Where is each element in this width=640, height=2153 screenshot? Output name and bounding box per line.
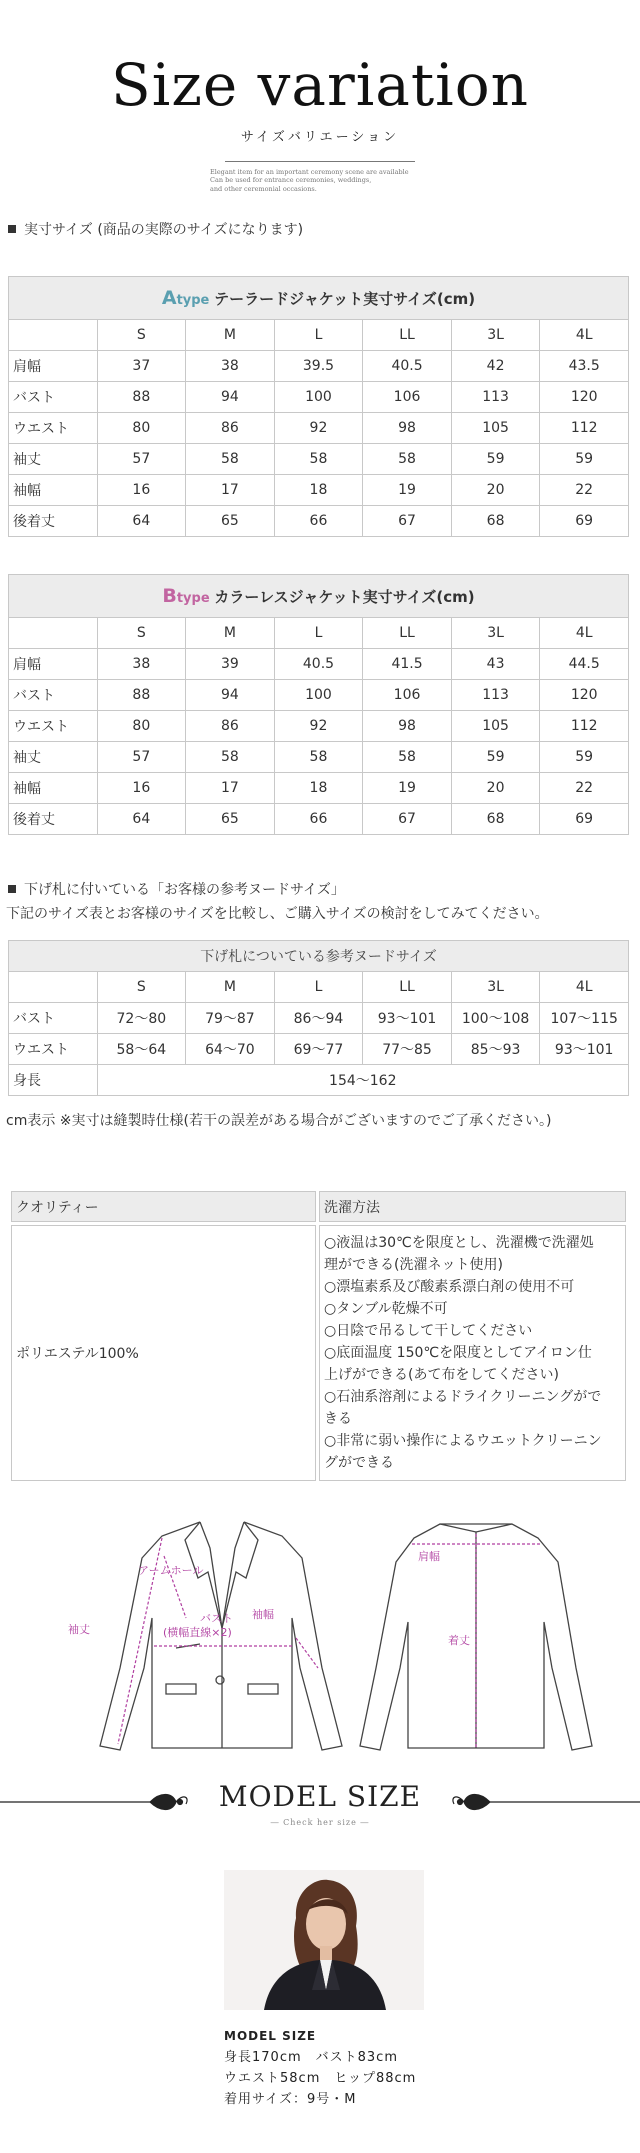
table-a-title-text: テーラードジャケット実寸サイズ(cm) [214, 290, 476, 308]
hero-note [210, 168, 430, 193]
size-header-cell: M [186, 320, 275, 351]
model-info [224, 2026, 416, 2110]
quality-care-table [8, 1188, 629, 1484]
sleeve-length-label: 袖丈 [68, 1623, 90, 1636]
table-cell: 59 [540, 742, 629, 773]
size-header-row [9, 618, 629, 649]
actual-size-heading [8, 220, 303, 241]
row-label: 袖幅 [9, 475, 98, 506]
shoulder-width-label: 肩幅 [418, 1550, 440, 1563]
table-cell: 92 [274, 711, 363, 742]
table-cell: 64〜70 [186, 1034, 275, 1065]
size-header-cell: L [274, 320, 363, 351]
table-cell: 22 [540, 773, 629, 804]
size-header-cell: S [97, 618, 186, 649]
size-footnote: cm表示 ※実寸は縫製時仕様(若干の誤差がある場合がございますのでご了承ください。) [6, 1113, 552, 1129]
table-cell: 67 [363, 804, 452, 835]
size-header-blank [9, 320, 98, 351]
table-row [9, 649, 629, 680]
table-cell: 98 [363, 711, 452, 742]
table-cell: 80 [97, 413, 186, 444]
table-cell: 64 [97, 506, 186, 537]
nude-size-heading-text: 下げ札に付いている「お客様の参考ヌードサイズ」 [24, 882, 345, 898]
table-cell: 38 [97, 649, 186, 680]
care-line: ○漂塩素系及び酸素系漂白剤の使用不可 [324, 1279, 575, 1295]
table-cell: 64 [97, 804, 186, 835]
table-cell: 120 [540, 680, 629, 711]
size-header-cell: 4L [540, 320, 629, 351]
size-header-cell: 3L [451, 972, 540, 1003]
table-row [9, 804, 629, 835]
hero-note-line: Can be used for entrance ceremonies, weddings, [210, 176, 372, 185]
row-label: バスト [9, 680, 98, 711]
table-row [9, 1034, 629, 1065]
table-cell: 120 [540, 382, 629, 413]
table-row [9, 711, 629, 742]
table-cell: 58 [186, 444, 275, 475]
row-label: 袖丈 [9, 742, 98, 773]
table-cell: 68 [451, 506, 540, 537]
type-letter-b: B [162, 585, 177, 607]
table-row [9, 382, 629, 413]
actual-size-heading-text: 実寸サイズ (商品の実際のサイズになります) [24, 222, 304, 238]
table-cell: 66 [274, 804, 363, 835]
size-header-cell: LL [363, 618, 452, 649]
nude-size-table [8, 940, 629, 1096]
size-header-cell: S [97, 320, 186, 351]
size-header-cell: S [97, 972, 186, 1003]
model-size-subtitle: ― Check her size ― [270, 1818, 370, 1827]
table-cell: 80 [97, 711, 186, 742]
care-line: 上げができる(あて布をしてください) [324, 1367, 559, 1383]
table-cell: 88 [97, 680, 186, 711]
table-cell: 16 [97, 773, 186, 804]
table-cell: 93〜101 [363, 1003, 452, 1034]
hero-note-line: and other ceremonial occasions. [210, 184, 317, 193]
table-cell: 65 [186, 804, 275, 835]
size-header-cell: LL [363, 972, 452, 1003]
hero [0, 51, 640, 193]
table-cell: 67 [363, 506, 452, 537]
table-cell: 16 [97, 475, 186, 506]
table-cell: 107〜115 [540, 1003, 629, 1034]
type-word: type [176, 591, 210, 606]
table-cell: 86 [186, 711, 275, 742]
row-label: ウエスト [9, 1034, 98, 1065]
table-cell: 113 [451, 382, 540, 413]
measurement-diagram [60, 1518, 620, 1758]
nude-size-description: 下記のサイズ表とお客様のサイズを比較し、ご購入サイズの検討をしてみてください。 [6, 906, 549, 922]
height-range-cell: 154〜162 [97, 1065, 628, 1096]
table-cell: 22 [540, 475, 629, 506]
table-cell: 19 [363, 475, 452, 506]
care-line: きる [324, 1411, 352, 1427]
table-cell: 18 [274, 773, 363, 804]
page-title: Size variation [111, 51, 529, 119]
back-length-label: 着丈 [448, 1634, 470, 1647]
model-info-line: 身長170cm バスト83cm [224, 2050, 398, 2065]
table-cell: 65 [186, 506, 275, 537]
row-label: 肩幅 [9, 351, 98, 382]
table-cell: 39 [186, 649, 275, 680]
table-cell: 40.5 [363, 351, 452, 382]
table-b-title-text: カラーレスジャケット実寸サイズ(cm) [214, 588, 475, 606]
table-cell: 66 [274, 506, 363, 537]
table-cell: 85〜93 [451, 1034, 540, 1065]
table-cell: 17 [186, 475, 275, 506]
table-cell: 38 [186, 351, 275, 382]
table-cell: 72〜80 [97, 1003, 186, 1034]
care-line: ○日陰で吊るして干してください [324, 1323, 533, 1339]
model-portrait-illustration [224, 1870, 424, 2010]
table-cell: 20 [451, 475, 540, 506]
table-cell: 37 [97, 351, 186, 382]
care-line: ○非常に弱い操作によるウエットクリーニン [324, 1433, 602, 1449]
table-cell: 59 [451, 444, 540, 475]
table-cell: 86 [186, 413, 275, 444]
table-cell: 40.5 [274, 649, 363, 680]
size-table-b [8, 574, 629, 835]
row-label: 身長 [9, 1065, 98, 1096]
table-cell: 92 [274, 413, 363, 444]
table-cell: 86〜94 [274, 1003, 363, 1034]
table-row [9, 506, 629, 537]
table-row [9, 475, 629, 506]
table-cell: 105 [451, 413, 540, 444]
model-size-title: MODEL SIZE [218, 1780, 422, 1813]
table-cell: 100〜108 [451, 1003, 540, 1034]
row-label: 袖丈 [9, 444, 98, 475]
sleeve-width-label: 袖幅 [252, 1608, 274, 1621]
hero-note-line: Elegant item for an important ceremony scene are available [210, 167, 409, 176]
table-caption-row [9, 941, 629, 972]
table-cell: 100 [274, 382, 363, 413]
type-letter-a: A [161, 287, 177, 309]
table-cell: 69 [540, 506, 629, 537]
table-cell: 68 [451, 804, 540, 835]
table-cell: 41.5 [363, 649, 452, 680]
model-info-title: MODEL SIZE [224, 2029, 317, 2043]
care-line: グができる [324, 1455, 394, 1471]
table-row [9, 1003, 629, 1034]
row-label: 肩幅 [9, 649, 98, 680]
table-cell: 58 [363, 742, 452, 773]
table-cell: 58〜64 [97, 1034, 186, 1065]
table-cell: 19 [363, 773, 452, 804]
table-cell: 20 [451, 773, 540, 804]
square-bullet-icon [8, 885, 16, 893]
size-header-cell: M [186, 618, 275, 649]
table-cell: 43.5 [540, 351, 629, 382]
care-line: ○タンブル乾燥不可 [324, 1301, 448, 1317]
table-cell: 58 [274, 444, 363, 475]
table-cell: 94 [186, 680, 275, 711]
size-header-cell: 4L [540, 618, 629, 649]
table-a-title [9, 277, 629, 320]
table-cell: 79〜87 [186, 1003, 275, 1034]
model-photo [224, 1870, 424, 2010]
care-line: ○石油系溶剤によるドライクリーニングがで [324, 1389, 602, 1405]
table-cell: 112 [540, 711, 629, 742]
table-cell: 57 [97, 742, 186, 773]
row-label: ウエスト [9, 413, 98, 444]
table-cell: 98 [363, 413, 452, 444]
table-b-title [9, 575, 629, 618]
row-label: バスト [9, 382, 98, 413]
size-table-a [8, 276, 629, 537]
table-cell: 112 [540, 413, 629, 444]
table-cell: 39.5 [274, 351, 363, 382]
size-header-cell: M [186, 972, 275, 1003]
model-info-line: 着用サイズ：9号・M [224, 2092, 357, 2107]
nude-table-title: 下げ札についている参考ヌードサイズ [9, 941, 629, 972]
table-row [9, 742, 629, 773]
table-cell: 106 [363, 680, 452, 711]
size-header-cell: LL [363, 320, 452, 351]
table-cell: 57 [97, 444, 186, 475]
size-header-cell: 3L [451, 618, 540, 649]
table-cell: 88 [97, 382, 186, 413]
table-cell: 69〜77 [274, 1034, 363, 1065]
material-cell: ポリエステル100% [11, 1225, 316, 1481]
row-label: 後着丈 [9, 506, 98, 537]
row-label: ウエスト [9, 711, 98, 742]
quality-header-row [11, 1191, 626, 1222]
table-caption-row [9, 277, 629, 320]
size-header-row [9, 972, 629, 1003]
table-row [9, 351, 629, 382]
size-header-cell: L [274, 618, 363, 649]
table-cell: 93〜101 [540, 1034, 629, 1065]
model-info-line: ウエスト58cm ヒップ88cm [224, 2071, 417, 2086]
page-subtitle: サイズバリエーション [240, 129, 400, 145]
table-row [9, 773, 629, 804]
size-header-blank [9, 618, 98, 649]
table-row [9, 413, 629, 444]
table-cell: 69 [540, 804, 629, 835]
care-line: 理ができる(洗濯ネット使用) [324, 1257, 503, 1273]
size-header-blank [9, 972, 98, 1003]
size-header-cell: 3L [451, 320, 540, 351]
table-cell: 17 [186, 773, 275, 804]
row-label: 袖幅 [9, 773, 98, 804]
table-cell: 105 [451, 711, 540, 742]
nude-size-heading [8, 880, 345, 901]
table-row [9, 680, 629, 711]
table-caption-row [9, 575, 629, 618]
type-word: type [176, 293, 210, 308]
care-cell [319, 1225, 626, 1481]
table-cell: 58 [363, 444, 452, 475]
armhole-label: アームホール [138, 1564, 204, 1577]
table-cell: 59 [451, 742, 540, 773]
care-list [324, 1226, 621, 1480]
row-label: 後着丈 [9, 804, 98, 835]
bust-label: バスト [200, 1612, 233, 1625]
care-line: ○液温は30℃を限度とし、洗濯機で洗濯処 [324, 1235, 594, 1251]
size-header-cell: 4L [540, 972, 629, 1003]
table-cell: 59 [540, 444, 629, 475]
table-cell: 113 [451, 680, 540, 711]
table-row [9, 444, 629, 475]
care-header: 洗濯方法 [319, 1191, 626, 1222]
size-header-cell: L [274, 972, 363, 1003]
table-cell: 42 [451, 351, 540, 382]
table-cell: 58 [274, 742, 363, 773]
divider [225, 161, 415, 162]
back-measure-lines [412, 1534, 542, 1748]
table-cell: 44.5 [540, 649, 629, 680]
bust-note-label: (横幅直線×2) [163, 1626, 232, 1639]
table-cell: 106 [363, 382, 452, 413]
table-cell: 43 [451, 649, 540, 680]
table-cell: 58 [186, 742, 275, 773]
care-line: ○底面温度 150℃を限度としてアイロン仕 [324, 1345, 592, 1361]
quality-header: クオリティー [11, 1191, 316, 1222]
table-cell: 18 [274, 475, 363, 506]
square-bullet-icon [8, 225, 16, 233]
quality-body-row [11, 1225, 626, 1481]
row-label: バスト [9, 1003, 98, 1034]
table-cell: 77〜85 [363, 1034, 452, 1065]
table-cell: 100 [274, 680, 363, 711]
table-cell: 94 [186, 382, 275, 413]
size-header-row [9, 320, 629, 351]
table-row [9, 1065, 629, 1096]
